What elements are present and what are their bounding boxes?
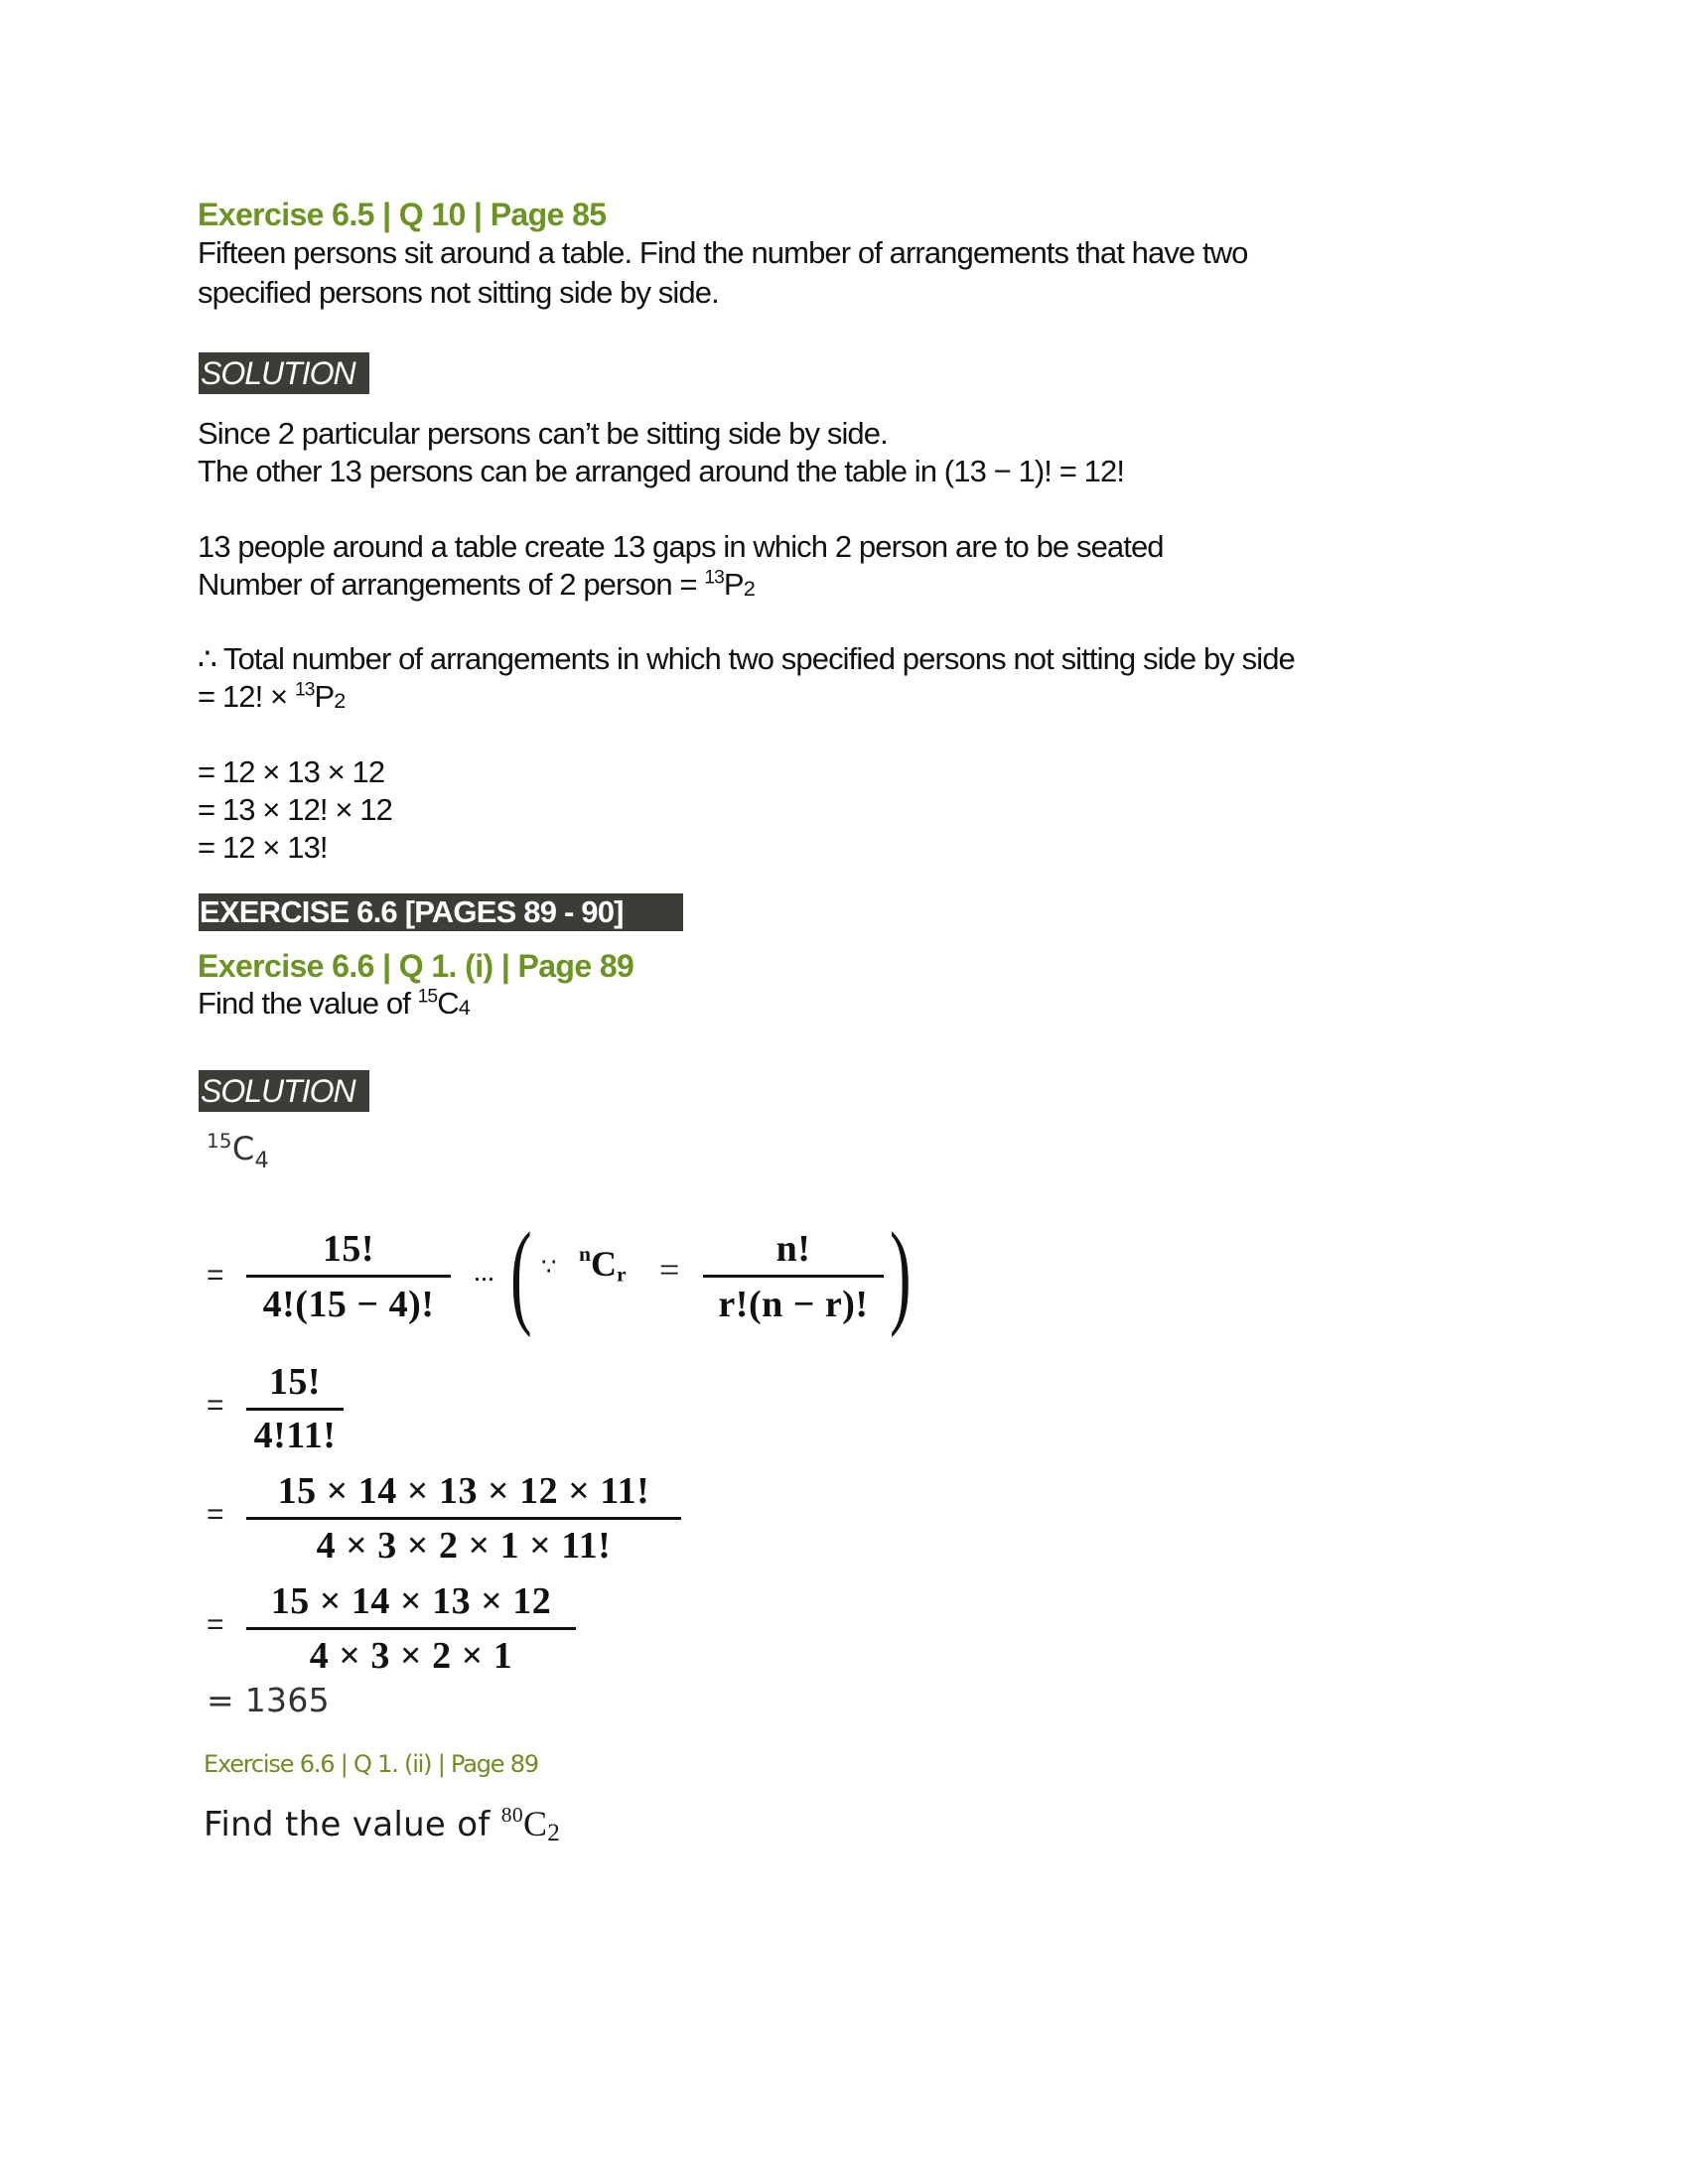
solution-line xyxy=(198,678,345,716)
solution-badge: SOLUTION xyxy=(199,1070,369,1112)
fraction xyxy=(246,1575,576,1682)
equals-sign: = xyxy=(207,1389,224,1422)
fraction xyxy=(246,1465,681,1571)
solution-badge: SOLUTION xyxy=(199,352,369,394)
fraction xyxy=(246,1356,344,1460)
comb-superscript: 80 xyxy=(500,1802,523,1827)
formula-lhs xyxy=(579,1243,627,1285)
comb-superscript: 15 xyxy=(207,1130,232,1154)
solution-line-text: = 12! × xyxy=(198,679,295,714)
equals-sign: = xyxy=(207,1608,224,1641)
comb-superscript: 15 xyxy=(417,986,438,1008)
perm-superscript: 13 xyxy=(704,567,724,589)
comb-symbol: C xyxy=(231,1130,255,1167)
question-heading: Exercise 6.5 | Q 10 | Page 85 xyxy=(198,197,607,232)
solution-line: Since 2 particular persons can’t be sitting side by side. xyxy=(198,416,888,451)
comb-subscript: 4 xyxy=(458,995,470,1021)
formula-subscript: r xyxy=(617,1262,627,1287)
question-text-line xyxy=(198,985,470,1023)
fraction-denominator: 4!(15 − 4)! xyxy=(262,1284,435,1325)
formula-superscript: n xyxy=(579,1241,592,1266)
fraction-numerator: 15! xyxy=(322,1228,375,1270)
solution-line: The other 13 persons can be arranged around the table in (13 − 1)! = 12! xyxy=(198,454,1125,488)
formula-fraction xyxy=(703,1223,884,1331)
fraction-numerator: 15! xyxy=(268,1361,322,1403)
solution-line: = 12 × 13 × 12 xyxy=(198,754,385,789)
fraction xyxy=(246,1223,451,1331)
fraction-numerator: 15 × 14 × 13 × 12 × 11! xyxy=(277,1470,650,1512)
equals-sign: = xyxy=(207,1498,224,1531)
formula-equals: = xyxy=(659,1250,680,1290)
solution-line: ∴ Total number of arrangements in which two specified persons not sitting side by side xyxy=(198,641,1295,676)
question-text-line: Fifteen persons sit around a table. Find the number of arrangements that have two xyxy=(198,235,1248,270)
perm-symbol: P xyxy=(723,567,744,602)
question-text-line: specified persons not sitting side by side. xyxy=(198,275,719,310)
math-expression-start xyxy=(207,1130,270,1173)
fraction-denominator: 4 × 3 × 2 × 1 xyxy=(309,1635,513,1677)
fraction-denominator: 4!11! xyxy=(253,1415,337,1456)
solution-line: 13 people around a table create 13 gaps in which 2 person are to be seated xyxy=(198,529,1164,564)
equals-sign: = xyxy=(207,1259,224,1292)
fraction-numerator: 15 × 14 × 13 × 12 xyxy=(270,1580,552,1622)
perm-superscript: 13 xyxy=(294,679,315,701)
fraction-denominator: r!(n − r)! xyxy=(718,1284,869,1325)
perm-symbol: P xyxy=(314,679,335,714)
section-banner: EXERCISE 6.6 [PAGES 89 - 90] xyxy=(199,893,683,931)
perm-subscript: 2 xyxy=(743,576,755,602)
formula-symbol: C xyxy=(591,1244,618,1284)
solution-line: = 13 × 12! × 12 xyxy=(198,792,392,827)
comb-symbol: C xyxy=(522,1804,548,1843)
left-parenthesis: ( xyxy=(510,1208,532,1338)
solution-line: = 12 × 13! xyxy=(198,830,328,865)
right-parenthesis: ) xyxy=(890,1208,912,1338)
solution-line xyxy=(198,566,755,604)
question-text: Find the value of xyxy=(198,986,418,1021)
question-text: Find the value of xyxy=(204,1805,501,1844)
question-text-line xyxy=(204,1802,561,1847)
comb-symbol: C xyxy=(437,986,459,1021)
ellipsis: ... xyxy=(474,1257,494,1288)
because-symbol: ∵ xyxy=(541,1253,557,1281)
solution-line-text: Number of arrangements of 2 person = xyxy=(198,567,705,602)
comb-subscript: 4 xyxy=(254,1147,270,1173)
fraction-numerator: n! xyxy=(775,1228,811,1270)
perm-subscript: 2 xyxy=(334,688,346,714)
comb-subscript: 2 xyxy=(547,1820,561,1847)
question-heading: Exercise 6.6 | Q 1. (ii) | Page 89 xyxy=(204,1750,538,1778)
question-heading: Exercise 6.6 | Q 1. (i) | Page 89 xyxy=(198,948,634,984)
fraction-denominator: 4 × 3 × 2 × 1 × 11! xyxy=(316,1525,612,1567)
result: = 1365 xyxy=(207,1681,330,1719)
